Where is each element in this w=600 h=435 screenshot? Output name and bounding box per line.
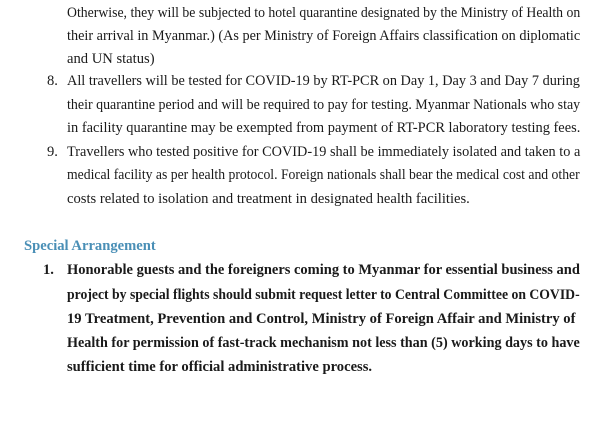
item-8-line-1: All travellers will be tested for COVID-19 by RT-PCR on Day 1, Day 3 and Day 7 during bbox=[67, 73, 580, 89]
special-item-1-line-5: sufficient time for official administrative process. bbox=[67, 359, 373, 375]
item-8-line-3: in facility quarantine may be exempted from payment of RT-PCR laboratory testing fees. bbox=[67, 120, 581, 136]
continuation-line-2: their arrival in Myanmar.) (As per Ministry of Foreign Affairs classification on diplomatic bbox=[67, 28, 581, 44]
item-8-number: 8. bbox=[47, 73, 58, 89]
item-9-line-2: medical facility as per health protocol. Foreign nationals shall bear the medical cost and other bbox=[67, 167, 580, 183]
continuation-line-1: Otherwise, they will be subjected to hotel quarantine designated by the Ministry of Health on bbox=[67, 5, 581, 21]
section-heading: Special Arrangement bbox=[24, 238, 156, 254]
item-9-number: 9. bbox=[47, 144, 58, 160]
special-item-1-line-1: Honorable guests and the foreigners coming to Myanmar for essential business and bbox=[67, 262, 580, 278]
item-9-line-1: Travellers who tested positive for COVID-19 shall be immediately isolated and taken to a bbox=[67, 144, 581, 160]
item-8-line-2: their quarantine period and will be required to pay for testing. Myanmar Nationals who stay bbox=[67, 97, 581, 113]
special-item-1-line-3: 19 Treatment, Prevention and Control, Ministry of Foreign Affair and Ministry of bbox=[67, 311, 576, 327]
special-item-1-line-2: project by special flights should submit request letter to Central Committee on COVID- bbox=[67, 287, 580, 303]
special-item-1-line-4: Health for permission of fast-track mechanism not less than (5) working days to have bbox=[67, 335, 580, 351]
special-item-1-number: 1. bbox=[43, 262, 54, 278]
continuation-line-3: and UN status) bbox=[67, 51, 155, 67]
item-9-line-3: costs related to isolation and treatment in designated health facilities. bbox=[67, 191, 470, 207]
